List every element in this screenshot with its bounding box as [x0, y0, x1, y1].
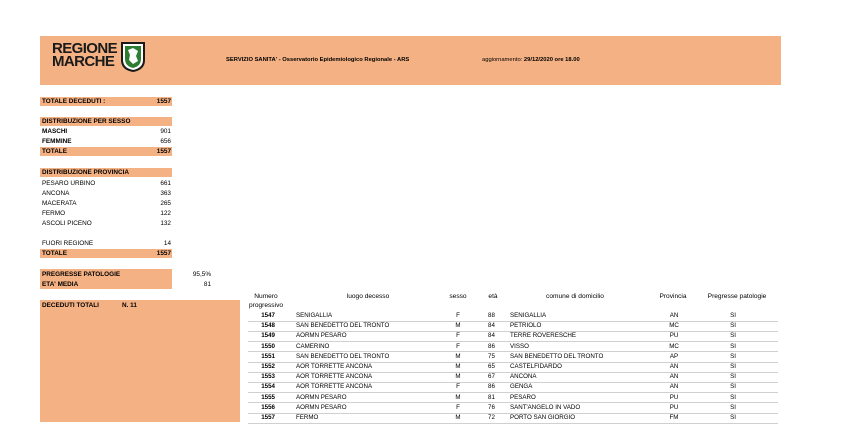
cell-numero: 1557: [261, 414, 275, 421]
fuori-regione-value: 14: [163, 240, 171, 247]
totale-deceduti-value: 1557: [156, 98, 171, 105]
sesso-totale-value: 1557: [156, 148, 171, 155]
cell-eta: 81: [488, 393, 495, 401]
update-info: [482, 57, 580, 63]
header-eta: età: [488, 293, 498, 300]
cell-comune: CASTELFIDARDO: [510, 363, 562, 370]
provincia-item-value: 132: [160, 220, 171, 227]
header-numero: Numero: [254, 293, 278, 300]
cell-comune: SENIGALLIA: [510, 312, 547, 319]
cell-luogo: AORMN PESARO: [296, 332, 347, 340]
table-row: [248, 393, 808, 403]
provincia-item-label: MACERATA: [42, 200, 77, 207]
cell-comune: TERRE ROVERESCHE: [510, 332, 577, 340]
femmine-value: 656: [160, 138, 171, 145]
cell-patologie: SI: [730, 352, 736, 360]
cell-eta: 84: [488, 332, 495, 340]
service-title: SERVIZIO SANITA' - Osservatorio Epidemiologico Regionale - ARS: [226, 57, 410, 63]
shield-icon: [120, 42, 146, 72]
cell-eta: 67: [488, 373, 495, 381]
cell-sesso: F: [456, 403, 460, 411]
header-luogo: luogo decesso: [346, 293, 390, 300]
table-row: [248, 413, 808, 423]
row-divider: [248, 423, 778, 424]
header-progressivo: progressivo: [248, 302, 284, 309]
cell-numero: 1552: [261, 363, 275, 370]
cell-numero: 1553: [261, 373, 275, 381]
provincia-item-label: PESARO URBINO: [42, 180, 96, 187]
femmine-label: FEMMINE: [42, 138, 72, 145]
cell-comune: PORTO SAN GIORGIO: [510, 414, 576, 421]
cell-luogo: CAMERINO: [296, 342, 330, 350]
cell-numero: 1556: [261, 403, 275, 411]
cell-sesso: M: [455, 393, 461, 401]
cell-comune: VISSO: [510, 342, 529, 350]
cell-sesso: F: [456, 332, 460, 340]
header-comune: comune di domicilio: [546, 293, 604, 300]
cell-comune: GENGA: [510, 383, 533, 391]
patologie-label: PREGRESSE PATOLOGIE: [42, 271, 121, 278]
maschi-label: MASCHI: [42, 128, 68, 135]
deceduti-totali-label: DECEDUTI TOTALI: [42, 302, 99, 309]
table-row: [248, 331, 808, 341]
cell-patologie: SI: [730, 312, 736, 319]
deceduti-totali-count: N. 11: [122, 302, 137, 309]
cell-comune: PESARO: [510, 393, 536, 401]
cell-sesso: M: [455, 352, 461, 360]
cell-sesso: F: [456, 383, 460, 391]
provincia-item-value: 265: [160, 200, 171, 207]
maschi-value: 901: [160, 128, 171, 135]
provincia-item-value: 661: [160, 180, 171, 187]
table-row: [248, 372, 808, 382]
fuori-regione-label: FUORI REGIONE: [42, 240, 94, 247]
header-sesso: sesso: [449, 293, 467, 300]
table-row: [248, 382, 808, 392]
table-row: [248, 342, 808, 352]
cell-eta: 65: [488, 363, 495, 370]
cell-numero: 1551: [261, 352, 275, 360]
provincia-item-label: ASCOLI PICENO: [42, 220, 92, 227]
update-value: 29/12/2020 ore 18.00: [523, 57, 580, 63]
eta-media-value: 81: [203, 281, 211, 288]
cell-eta: 72: [488, 414, 495, 421]
cell-luogo: AORMN PESARO: [296, 393, 347, 401]
provincia-item-value: 122: [160, 210, 171, 217]
logo-line1: REGIONE: [52, 40, 117, 57]
cell-luogo: SAN BENEDETTO DEL TRONTO: [296, 352, 390, 360]
cell-comune: ANCONA: [510, 373, 537, 381]
cell-provincia: FM: [669, 414, 679, 421]
eta-media-label: ETA' MEDIA: [42, 281, 79, 288]
cell-provincia: AP: [669, 352, 679, 360]
cell-provincia: PU: [669, 393, 679, 401]
provincia-item-value: 363: [160, 190, 171, 197]
cell-comune: PETRIOLO: [510, 322, 542, 330]
cell-patologie: SI: [730, 373, 736, 381]
cell-comune: SANT'ANGELO IN VADO: [510, 403, 581, 411]
sesso-totale-label: TOTALE: [42, 148, 67, 155]
cell-provincia: PU: [669, 332, 679, 340]
cell-provincia: AN: [669, 383, 679, 391]
cell-provincia: AN: [669, 363, 679, 370]
provincia-totale-value: 1557: [156, 250, 171, 257]
cell-numero: 1555: [261, 393, 275, 401]
cell-eta: 86: [488, 383, 495, 391]
update-label: aggiornamento:: [482, 57, 523, 63]
cell-luogo: AOR TORRETTE ANCONA: [296, 363, 373, 370]
cell-patologie: SI: [730, 322, 736, 330]
cell-patologie: SI: [730, 414, 736, 421]
cell-luogo: AOR TORRETTE ANCONA: [296, 383, 373, 391]
provincia-item-label: ANCONA: [42, 190, 70, 197]
table-row: [248, 362, 808, 372]
cell-eta: 84: [488, 322, 495, 330]
cell-eta: 75: [488, 352, 495, 360]
provincia-item-label: FERMO: [42, 210, 66, 217]
table-row: [248, 352, 808, 362]
cell-eta: 88: [488, 312, 495, 319]
cell-luogo: FERMO: [296, 414, 319, 421]
cell-numero: 1548: [261, 322, 275, 330]
logo-line2: MARCHE: [52, 53, 115, 70]
cell-provincia: PU: [669, 403, 679, 411]
cell-luogo: AOR TORRETTE ANCONA: [296, 373, 373, 381]
provincia-title: DISTRIBUZIONE PROVINCIA: [42, 169, 129, 176]
cell-sesso: F: [456, 342, 460, 350]
cell-luogo: SAN BENEDETTO DEL TRONTO: [296, 322, 390, 330]
provincia-totale-label: TOTALE: [42, 250, 67, 257]
cell-luogo: AORMN PESARO: [296, 403, 347, 411]
cell-patologie: SI: [730, 342, 736, 350]
cell-patologie: SI: [730, 403, 736, 411]
table-row: [248, 403, 808, 413]
cell-numero: 1554: [261, 383, 275, 391]
sesso-title: DISTRIBUZIONE PER SESSO: [42, 118, 131, 125]
cell-provincia: AN: [669, 373, 679, 381]
cell-patologie: SI: [730, 363, 736, 370]
cell-sesso: M: [455, 414, 461, 421]
header-provincia: Provincia: [659, 293, 687, 300]
cell-eta: 76: [488, 403, 495, 411]
cell-patologie: SI: [730, 393, 736, 401]
cell-numero: 1550: [261, 342, 275, 350]
cell-sesso: F: [456, 312, 460, 319]
header-patologie: Pregresse patologie: [707, 293, 767, 300]
totale-deceduti-label: TOTALE DECEDUTI :: [42, 98, 106, 105]
regione-marche-logo: [52, 42, 152, 78]
cell-sesso: M: [455, 322, 461, 330]
patologie-value: 95,5%: [192, 271, 211, 278]
cell-eta: 86: [488, 342, 495, 350]
cell-sesso: M: [455, 373, 461, 381]
table-row: [248, 311, 808, 321]
cell-provincia: MC: [669, 322, 679, 330]
cell-patologie: SI: [730, 332, 736, 340]
cell-comune: SAN BENEDETTO DEL TRONTO: [510, 352, 604, 360]
table-row: [248, 321, 808, 331]
cell-numero: 1547: [261, 312, 275, 319]
deceduti-totali-box: [40, 300, 240, 422]
cell-provincia: AN: [669, 312, 679, 319]
cell-numero: 1549: [261, 332, 275, 340]
cell-luogo: SENIGALLIA: [296, 312, 333, 319]
cell-sesso: M: [455, 363, 461, 370]
cell-provincia: MC: [669, 342, 679, 350]
cell-patologie: SI: [730, 383, 736, 391]
